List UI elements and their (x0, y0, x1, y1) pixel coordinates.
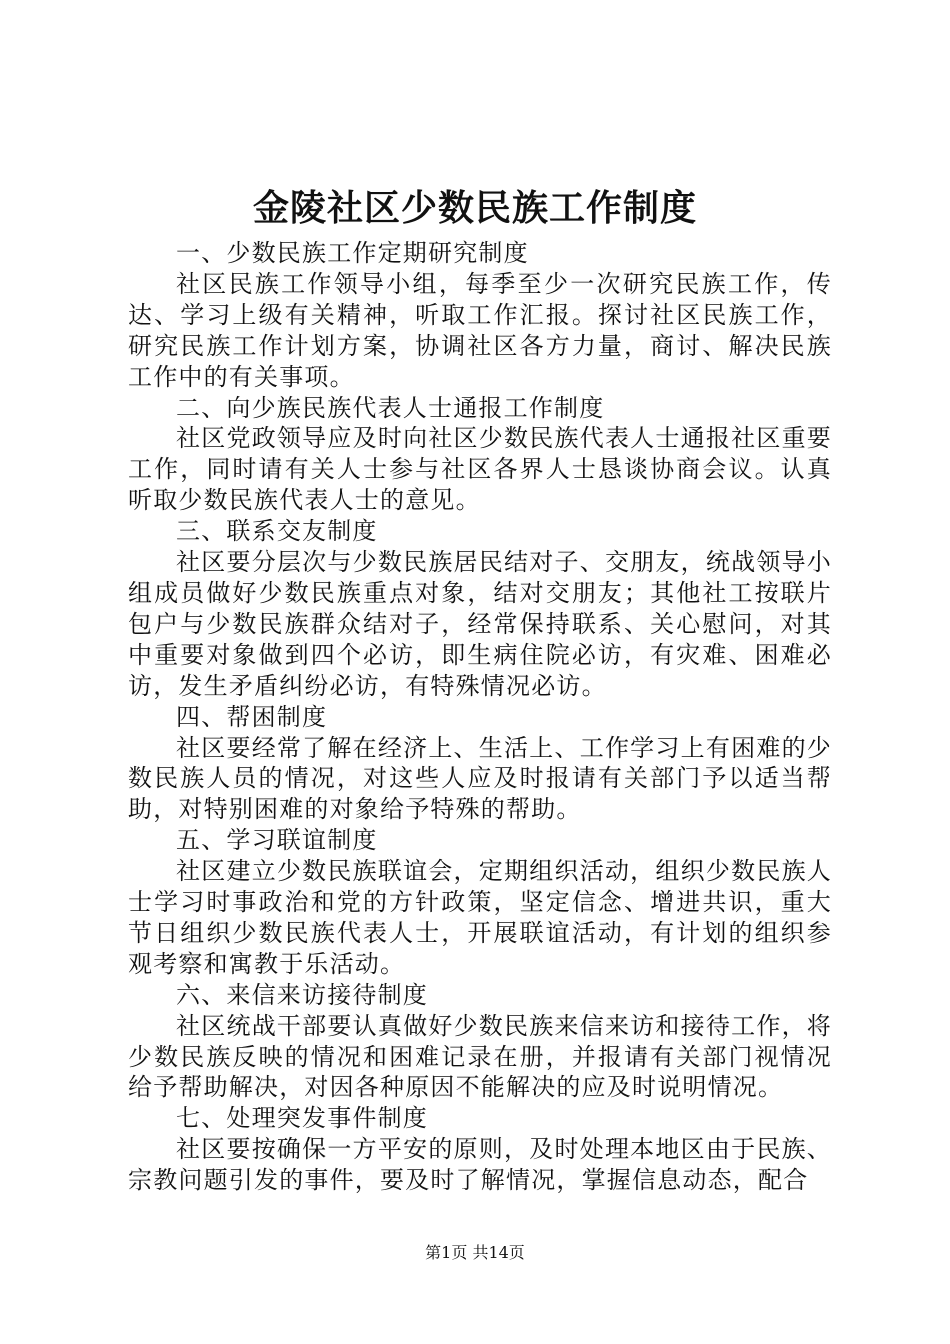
body-paragraph-1: 社区民族工作领导小组，每季至少一次研究民族工作，传达、学习上级有关精神，听取工作汇报。探讨社区民族工作，研究民族工作计划方案，协调社区各方力量，商讨、解决民族工作中的有关事项。 (128, 269, 832, 391)
document-body (128, 238, 832, 1196)
section-heading-3: 三、联系交友制度 (176, 517, 378, 546)
body-paragraph-2: 社区党政领导应及时向社区少数民族代表人士通报社区重要工作，同时请有关人士参与社区各界人士恳谈协商会议。认真听取少数民族代表人士的意见。 (128, 424, 832, 515)
body-paragraph-3: 社区要分层次与少数民族居民结对子、交朋友，统战领导小组成员做好少数民族重点对象，结对交朋友；其他社工按联片包户与少数民族群众结对子，经常保持联系、关心慰问，对其中重要对象做到四个必访，即生病住院必访，有灾难、困难必访，发生矛盾纠纷必访，有特殊情况必访。 (128, 548, 832, 700)
section-heading-2: 二、向少族民族代表人士通报工作制度 (176, 393, 605, 422)
body-paragraph-6: 社区统战干部要认真做好少数民族来信来访和接待工作，将少数民族反映的情况和困难记录在册，并报请有关部门视情况给予帮助解决，对因各种原因不能解决的应及时说明情况。 (128, 1011, 832, 1102)
section-heading-4: 四、帮困制度 (176, 702, 328, 731)
body-paragraph-7: 社区要按确保一方平安的原则，及时处理本地区由于民族、宗教问题引发的事件，要及时了解情况，掌握信息动态，配合 (128, 1135, 832, 1195)
section-heading-5: 五、学习联谊制度 (176, 826, 378, 855)
document-title: 金陵社区少数民族工作制度 (252, 187, 697, 229)
body-paragraph-4: 社区要经常了解在经济上、生活上、工作学习上有困难的少数民族人员的情况，对这些人应及时报请有关部门予以适当帮助，对特别困难的对象给予特殊的帮助。 (128, 733, 832, 824)
section-heading-7: 七、处理突发事件制度 (176, 1104, 428, 1133)
body-paragraph-5: 社区建立少数民族联谊会，定期组织活动，组织少数民族人士学习时事政治和党的方针政策，坚定信念、增进共识，重大节日组织少数民族代表人士，开展联谊活动，有计划的组织参观考察和寓教于乐活动。 (128, 857, 832, 978)
section-heading-1: 一、少数民族工作定期研究制度 (176, 239, 529, 267)
section-heading-6: 六、来信来访接待制度 (176, 980, 428, 1009)
page-footer: 第1页 共14页 (425, 1243, 525, 1262)
